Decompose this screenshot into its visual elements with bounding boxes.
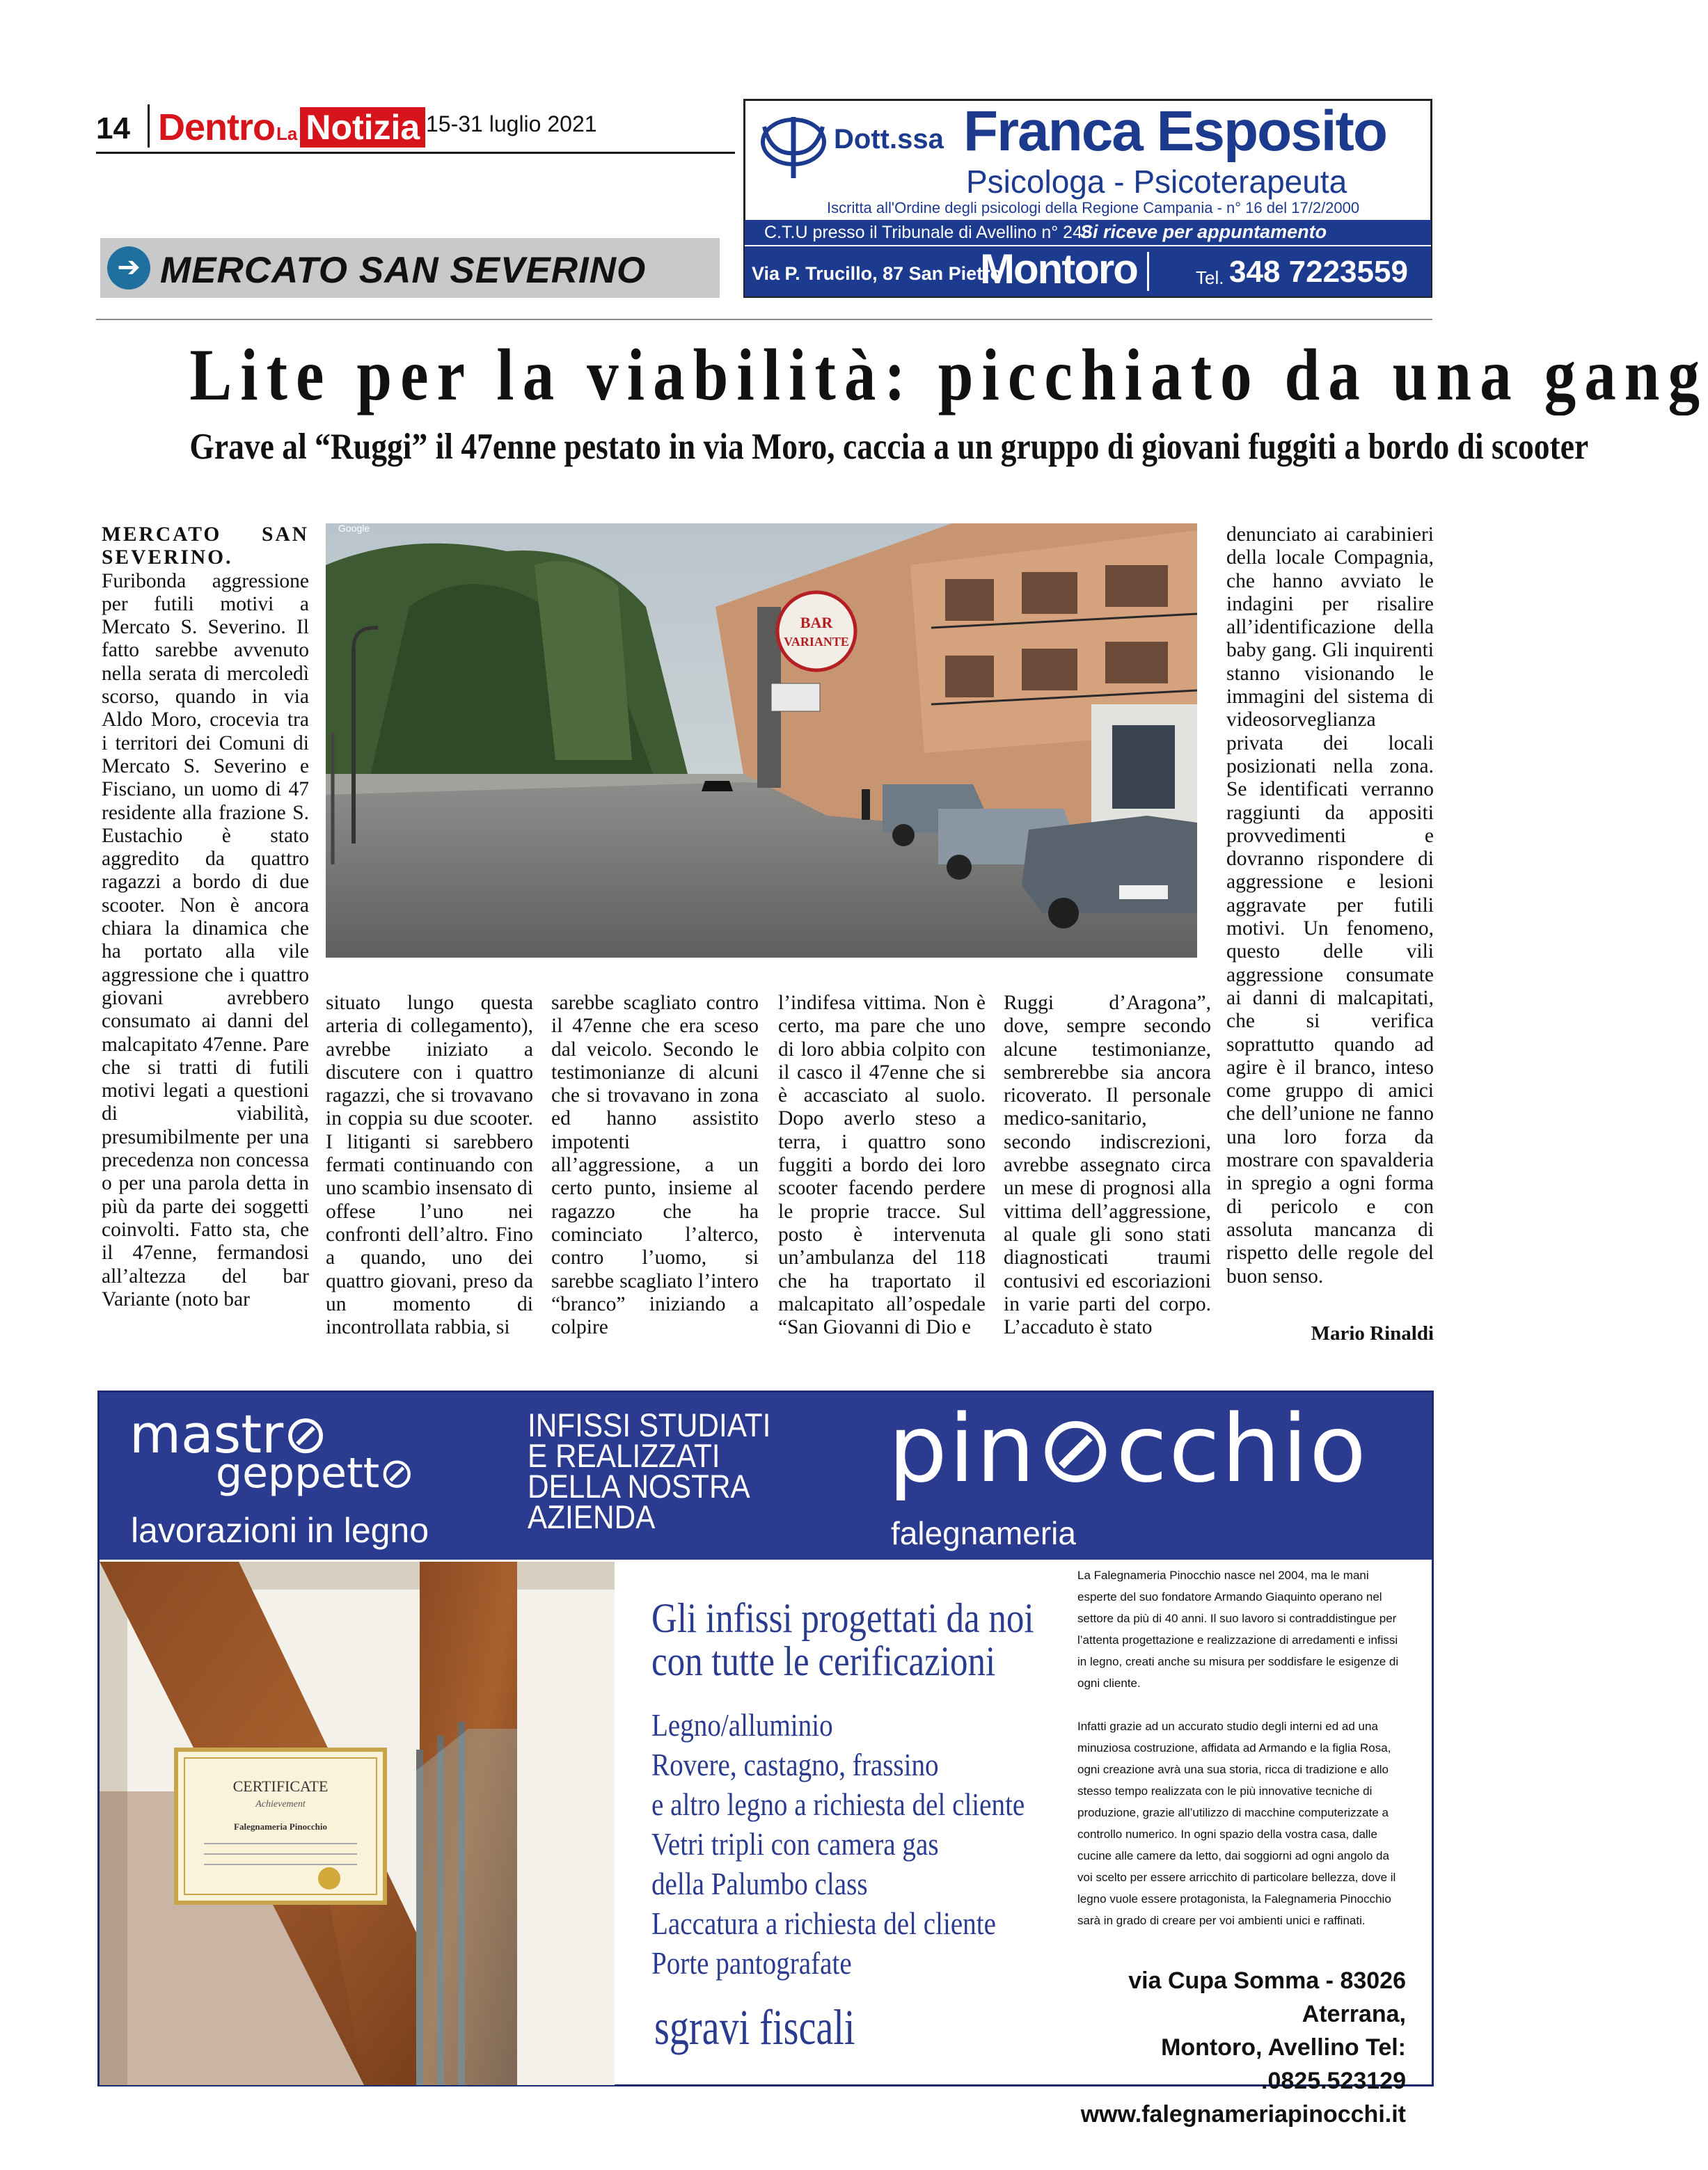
ad-separator [1147,252,1149,291]
certificate-subtitle: Achievement [255,1799,306,1809]
feature-list [651,1705,1025,1983]
ad-headline: Gli infissi progettati da noi con tutte le cerificazioni [651,1595,1034,1684]
window-frame-image [100,1562,615,2085]
svg-text:VARIANTE: VARIANTE [784,635,849,649]
psi-logo-icon [750,111,834,181]
masthead-dentro: Dentro [158,106,275,148]
photo-credit: Google [338,523,370,534]
ad-website: www.falegnameriapinocchi.it [1080,2101,1406,2128]
ad-phone: 348 7223559 [1229,255,1408,289]
swoosh-icon: ⊘ [379,1449,415,1498]
ad-claim: INFISSI STUDIATI E REALIZZATI DELLA NOSTRA AZIENDA [528,1407,771,1535]
ad-address: Via P. Trucillo, 87 San Pietro [752,263,1002,284]
ad-tel-label: Tel. [1196,267,1224,288]
top-divider [96,319,1432,320]
arrow-right-icon: ➔ [107,246,150,290]
article-column-1 [102,523,309,1311]
ad-appointment: Si riceve per appuntamento [1080,221,1327,242]
page-number: 14 [96,111,130,145]
article-column-4: l’indifesa vittima. Non è certo, ma pare che uno di loro abbia colpito con il casco il 47enne che si è accasciato al suolo. Dopo averlo steso a terra, i quattro sono fuggiti a bordo dei loro scooter facendo perdere le proprie tracce. Sul posto è intervenuta un’ambulanza del 118 che ha traportato il malcapitato all’ospedale “San Giovanni di Dio e [778,992,986,1339]
masthead-logo [148,104,425,148]
section-title: MERCATO SAN SEVERINO [160,250,647,291]
ad-tax-note: sgravi fiscali [654,1999,855,2055]
article-byline: Mario Rinaldi [1311,1322,1434,1345]
ad-name: Franca Esposito [963,100,1386,163]
brand2-tagline: falegnameria [891,1515,1076,1551]
brand-pinocchio: pin⊘cchio [888,1395,1368,1503]
certificate-name: Falegnameria Pinocchio [234,1821,327,1832]
brand-tagline: lavorazioni in legno [131,1511,429,1550]
issue-date: 15-31 luglio 2021 [426,111,597,136]
street-photo [326,523,1197,958]
article-lead: MERCATO SAN SEVERINO. [102,523,309,569]
feature-item: Laccatura a richiesta del cliente [651,1906,996,1941]
ad-description-paragraph: La Falegnameria Pinocchio nasce nel 2004, ma le mani esperte del suo fondatore Armando Giaquinto operano nel settore da più di 40 anni. Il suo lavoro si contraddistingue per l’attenta progettazione e realizzazione di arredamenti e infissi in legno, creati anche su misura per soddisfare le esigenze di ogni cliente. [1077,1569,1399,1690]
masthead-notizia: Notizia [300,107,425,148]
feature-item: Rovere, castagno, frassino [651,1747,939,1782]
ad-profession: Psicologa - Psicoterapeuta [966,164,1347,200]
certificate-title: CERTIFICATE [232,1777,329,1795]
ad-contact [1077,1964,1406,2131]
article-column-3: sarebbe scagliato contro il 47enne che era sceso dal veicolo. Secondo le testimonianze di alcuni che si trovavano in zona ed hanno assistito impotenti all’aggressione, a un certo punto, insieme al ragazzo che ha cominciato l’alterco, contro l’uomo, si sarebbe scagliato l’intero “branco” iniziando a colpire [551,992,759,1339]
article-column-2: situato lungo questa arteria di collegamento), avrebbe iniziato a discutere con i quattro ragazzi, che si trovavano in coppia su due scooter. I litiganti si sarebbero fermati continuando con uno scambio insensato di offese l’uno nei confronti dell’altro. Fino a quando, uno dei quattro giovani, preso da un momento di incontrollata rabbia, si [326,992,533,1339]
ad-ctu: C.T.U presso il Tribunale di Avellino n° 248 [764,223,1092,242]
feature-item: Vetri tripli con camera gas [651,1826,939,1862]
brand-geppetto: geppett⊘ [216,1449,415,1498]
feature-item: Legno/alluminio [651,1707,833,1743]
masthead-la: La [276,123,298,144]
ad-address-line: Montoro, Avellino Tel: .0825.523129 [1161,2034,1406,2094]
feature-item: Porte pantografate [651,1945,852,1981]
ad-description-paragraph: Infatti grazie ad un accurato studio degli interni ed ad una minuziosa costruzione, affidata ad Armando e la figlia Rosa, ogni creazione avrà una sua storia, ricca di tradizione e allo stesso tempo realizzata con le più innovative tecniche di produzione, grazie all’utilizzo di macchine computerizzate a controllo numerico. In ogni spazio della vostra casa, dalle cucine alle camere da letto, dai soggiorni ad ogni angolo da voi scelto per essere arricchito di particolare bellezza, dove il legno vuole essere protagonista, la Falegnameria Pinocchio sarà in grado di creare per voi ambienti unici e raffinati. [1077,1720,1396,1927]
swoosh-icon: ⊘ [283,1403,328,1465]
ad-town: Montoro [980,246,1137,292]
brand-mastro: mastr⊘ [129,1403,328,1465]
svg-text:BAR: BAR [800,614,833,631]
header-divider [96,152,735,154]
article-column-6: denunciato ai carabinieri della locale Compagnia, che hanno avviato le indagini per risalire all’identificazione della baby gang. Gli inquirenti stanno visionando le immagini del sistema di videosorveglianza privata dei locali posizionati nella zona. Se identificati verranno raggiunti da appositi provvedimenti e dovranno rispondere di aggressione e lesioni aggravate per futili motivi. Un fenomeno, questo delle vili aggressione consumate ai danni di malcapitati, che si verifica soprattutto quando ad agire è il branco, inteso come gruppo di amici che dell’unione ne fanno una loro forza da mostrare con spavalderia in spregio a ogni forma di pericolo e con assoluta mancanza di rispetto delle regole del buon senso. [1226,523,1434,1288]
article-subheadline: Grave al “Ruggi” il 47enne pestato in via Moro, caccia a un gruppo di giovani fuggiti a bordo di scooter [189,427,1589,467]
article-column-5: Ruggi d’Aragona”, dove, sempre secondo alcune testimonianze, sembrerebbe sia ancora ricoverato. Il personale medico-sanitario, secondo indiscrezioni, avrebbe assegnato circa un mese di prognosi alla vittima dell’aggressione, al quale gli sono stati diagnosticati traumi contusivi ed escoriazioni in varie parti del corpo. L’accaduto è stato [1004,992,1211,1339]
article-headline: Lite per la viabilità: picchiato da una gang [189,334,1708,415]
feature-item: e altro legno a richiesta del cliente [651,1787,1025,1822]
ad-description [1077,1565,1406,1953]
ad-title-prefix: Dott.ssa [834,124,944,155]
ad-address-line: via Cupa Somma - 83026 Aterrana, [1128,1967,1406,2027]
article-col1-text: Furibonda aggressione per futili motivi a Mercato S. Severino. Il fatto sarebbe avvenuto nella serata di mercoledì scorso, quando in via Aldo Moro, crocevia tra i territori dei Comuni di Mercato S. Severino e Fisciano, un uomo di 47 residente alla frazione S. Eustachio è stato aggredito da quattro ragazzi a bordo di due scooter. Non è ancora chiara la dinamica che ha portato alla vile aggressione che i quattro giovani avrebbero consumato ai danni del malcapitato 47enne. Pare che si tratti di futili motivi legati a questioni di viabilità, presumibilmente per una precedenza non concessa o per una parola detta in più da parte dei soggetti coinvolti. Fatto sta, che il 47enne, fermandosi all’altezza del bar Variante (noto bar [102,569,309,1310]
ad-registration: Iscritta all'Ordine degli psicologi della Regione Campania - n° 16 del 17/2/2000 [827,199,1360,216]
swoosh-icon: ⊘ [1036,1395,1116,1503]
feature-item: della Palumbo class [651,1866,868,1901]
